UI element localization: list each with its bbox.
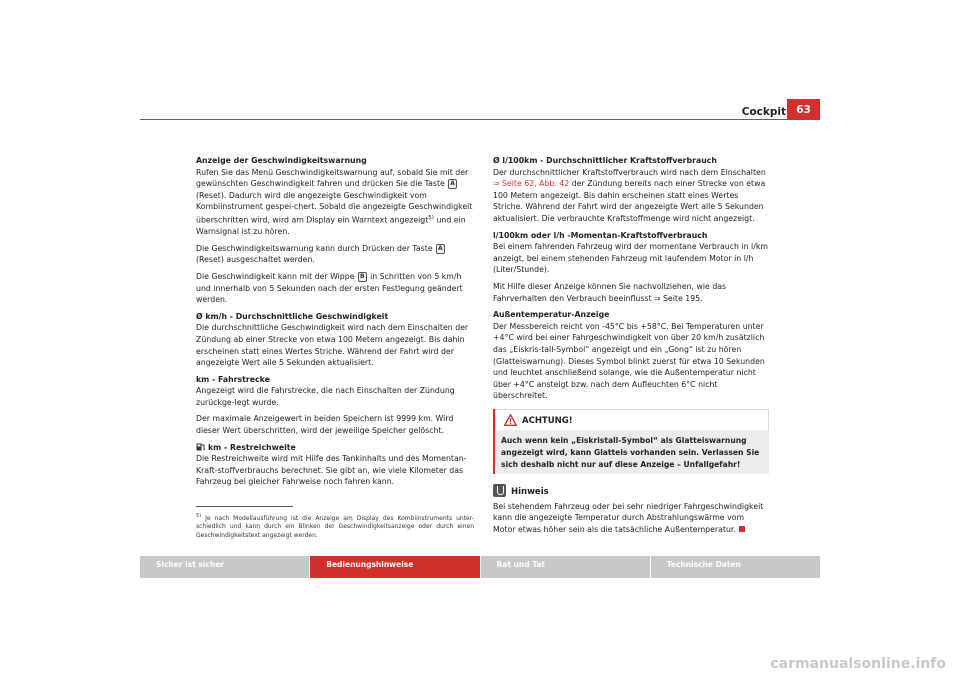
speed-warning-paragraph-3 [196,271,474,306]
outside-temp-text: Der Messbereich reicht von -45°C bis +58°C. Bei Temperaturen unter +4°C wird bei einer Fahrgeschwindigkeit von über 20 km/h zusätzlich das „Eiskris-tall-Symbol“ angezeigt und ein „Gong“ ist zu hören (Glatteiswarnung). Dieses Symbol blinkt zuerst für etwa 10 Sekunden und leuchtet anschließend solange, wie die Außentemperatur nicht über +4°C ansteigt bzw. nach dem Aufleuchten 6°C nicht überschreitet. [493,321,765,401]
speed-warning-text: Die Geschwindigkeit kann mit der Wippe [196,271,355,281]
speed-warning-text: (Reset). Dadurch wird die angezeigte Geschwindigkeit vom Kombiinstrument gespei-chert. Sobald die angezeigte Geschwindigkeit überschritten wird, wird am Display ein Warntext angezeigt [196,190,473,225]
avg-consumption-text [493,167,769,225]
distance-text-1: Angezeigt wird die Fahrstrecke, die nach Einschalten der Zündung zurückge-legt wurde. [196,386,455,407]
warning-box [493,409,769,474]
hint-paragraph [493,501,769,536]
speed-warning-text: Rufen Sie das Menü Geschwindigkeitswarnung auf, sobald Sie mit der gewünschten Geschwindigkeit fahren und drücken Sie die Taste [196,167,469,189]
watermark: carmanualsonline.info [770,656,946,672]
right-column [493,155,769,541]
tab-sicher-ist-sicher[interactable]: Sicher ist sicher [140,556,309,578]
tab-bedienungshinweise[interactable]: Bedienungshinweise [310,556,479,578]
outside-temp-heading: Außentemperatur-Anzeige [493,310,610,320]
speed-warning-text: (Reset) ausgeschaltet werden. [196,255,315,265]
avg-consumption-text-part: Der durchschnittlicher Kraftstoffverbrauch wird nach dem Einschalten [493,167,766,177]
range-heading-row [196,442,474,454]
page-reference-link[interactable]: ⇒ Seite 62, Abb. 42 [493,179,570,189]
footnote-ref: 5) [428,214,434,221]
footnote [196,512,474,540]
avg-speed-heading: Ø km/h - Durchschnittliche Geschwindigkeit [196,311,389,321]
avg-speed-text: Die durchschnittliche Geschwindigkeit wird nach dem Einschalten der Zündung ab einer Strecke von etwa 100 Metern angezeigt. Bis dahin erscheinen statt eines Wertes Striche. Während der Fahrt wird der angezeigte Wert alle 5 Sekunden aktualisiert. [196,323,469,368]
tab-technische-daten[interactable]: Technische Daten [651,556,820,578]
hint-header [493,484,769,499]
header-rule [140,119,820,120]
speed-warning-paragraph-2 [196,243,474,266]
speed-warning-paragraph-1 [196,167,474,238]
warning-header [495,409,769,431]
fuel-pump-icon [196,443,206,451]
hint-title: Hinweis [511,487,549,498]
warning-triangle-icon [504,414,517,426]
key-a-icon: A [450,180,455,188]
footnote-rule [196,506,293,507]
warning-title: ACHTUNG! [522,415,573,426]
speed-warning-text: Die Geschwindigkeitswarnung kann durch Drücken der Taste [196,243,433,253]
speed-warning-heading: Anzeige der Geschwindigkeitswarnung [196,156,367,165]
avg-consumption-heading: Ø l/100km - Durchschnittlicher Kraftstoffverbrauch [493,156,717,165]
speed-warning-text: und ein Warnsignal ist zu hören. [196,215,466,237]
tab-rat-und-tat[interactable]: Rat und Tat [481,556,650,578]
current-consumption-heading: l/100km oder l/h -Momentan-Kraftstoffverbrauch [493,230,708,240]
key-a-icon: A [438,244,443,252]
avg-consumption-text-part: der Zündung bereits nach einer Strecke von etwa 100 Metern angezeigt. Bis dahin erscheinen statt eines Wertes Striche. Während der Fahrt wird der angezeigte Wert alle 5 Sekunden aktualisiert. Die verbrauchte Kraftstoffmenge wird nicht angezeigt. [493,179,766,223]
range-text: Die Restreichweite wird mit Hilfe des Tankinhalts und des Momentan-Kraft-stoffverbrauchs berechnet. Sie gibt an, wie viele Kilometer das Fahrzeug bei gleicher Fahrweise noch fahren kann. [196,454,467,487]
warning-text: Auch wenn kein „Eiskristall-Symbol“ als Glatteiswarnung angezeigt wird, kann Glatteis vorhanden sein. Verlassen Sie sich deshalb nicht nur auf diese Anzeige – Unfallgefahr! [501,436,760,469]
distance-text-2: Der maximale Anzeigewert in beiden Speichern ist 9999 km. Wird dieser Wert überschritten, wird der jeweilige Speicher gelöscht. [196,414,454,436]
footnote-text: Je nach Modellausführung ist die Anzeige am Display des Kombiinstruments unter-schiedlich und kann durch ein Blinken der Geschwindigkeitsanzeige oder durch einen Geschwindigkeitstext angezeigt werden. [196,515,474,539]
section-title: Cockpit [741,106,786,118]
page-number: 63 [787,99,820,120]
left-column [196,155,474,493]
current-consumption-text-2: Mit Hilfe dieser Anzeige können Sie nachvollziehen, wie das Fahrverhalten den Verbrauch beeinflusst ⇒ Seite 195. [493,281,727,303]
note-icon [493,484,506,497]
footer-nav [140,556,820,578]
footnote-number: 5) [196,513,202,519]
hint-text: Bei stehendem Fahrzeug oder bei sehr niedriger Fahrgeschwindigkeit kann die angezeigte Temperatur durch Abstrahlungswärme vom Motor etwas höher sein als die tatsächliche Außentemperatur. [493,501,764,535]
distance-heading: km - Fahrstrecke [196,374,270,384]
current-consumption-text-1: Bei einem fahrenden Fahrzeug wird der momentane Verbrauch in l/km anzeigt, bei einem stehenden Fahrzeug mit laufendem Motor in l/h (Liter/Stunde). [493,242,768,275]
speed-warning-text: in Schritten von 5 km/h und innerhalb von 5 Sekunden nach der ersten Festlegung geändert werden. [196,271,463,305]
end-square-icon [739,526,745,532]
key-b-icon: B [360,272,365,280]
range-heading: km - Restreichweite [208,442,296,452]
